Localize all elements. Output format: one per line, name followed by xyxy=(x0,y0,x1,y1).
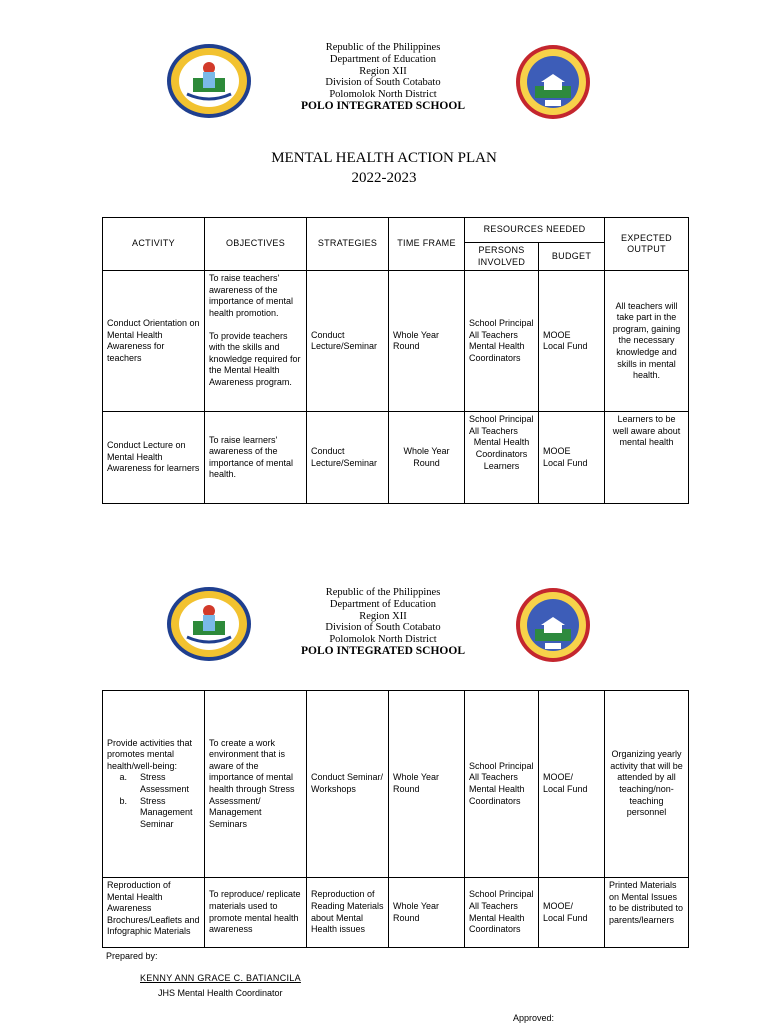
preparer-name: KENNY ANN GRACE C. BATIANCILA xyxy=(140,973,301,983)
activity-cell: Conduct Lecture on Mental Health Awareness for learners xyxy=(103,412,205,504)
preparer-position: JHS Mental Health Coordinator xyxy=(158,988,283,998)
time-frame-cell: Whole Year Round xyxy=(389,271,465,412)
school-seal-icon xyxy=(515,587,591,663)
table-row xyxy=(103,271,689,412)
header-line-5: Polomolok North District xyxy=(329,634,437,646)
header-expected-output: EXPECTED OUTPUT xyxy=(605,218,689,271)
objectives-cell: To reproduce/ replicate materials used to promote mental health awareness xyxy=(205,878,307,948)
header-objectives: OBJECTIVES xyxy=(205,218,307,271)
header-resources: RESOURCES NEEDED xyxy=(465,218,605,243)
header-line-3: Region XII xyxy=(359,610,407,622)
division-seal-icon xyxy=(165,42,253,120)
budget-item: MOOE/ xyxy=(543,772,574,783)
person-item: Mental Health Coordinators xyxy=(469,341,525,363)
table-row xyxy=(103,878,689,948)
budget-item: Local Fund xyxy=(543,784,588,794)
person-item: All Teachers xyxy=(469,900,518,911)
budget-item: Local Fund xyxy=(543,912,588,923)
header-line-2: Department of Education xyxy=(329,53,437,65)
person-item: School Principal xyxy=(469,760,534,771)
header-time-frame: TIME FRAME xyxy=(389,218,465,271)
table-row xyxy=(103,412,689,504)
budget-item: MOOE/ xyxy=(543,900,574,911)
person-item: School Principal xyxy=(469,414,534,425)
budget-item: MOOE xyxy=(543,446,571,457)
budget-cell xyxy=(539,271,605,412)
persons-cell xyxy=(465,691,539,878)
header-line-4: Division of South Cotabato xyxy=(325,622,441,634)
persons-cell xyxy=(465,412,539,504)
budget-item: Local Fund xyxy=(543,457,588,468)
time-frame-cell: Whole Year Round xyxy=(389,691,465,878)
person-item: Mental Health Coordinators xyxy=(473,437,530,459)
header-strategies: STRATEGIES xyxy=(307,218,389,271)
header-line-3: Region XII xyxy=(359,65,407,77)
objective-text: To raise teachers' awareness of the importance of mental health promotion. xyxy=(209,273,294,318)
action-plan-table-continued xyxy=(102,690,689,948)
list-item: b. Stress Management Seminar xyxy=(119,795,193,829)
objectives-cell xyxy=(205,271,307,412)
budget-cell xyxy=(539,412,605,504)
objective-text: To provide teachers with the skills and knowledge required for the Mental Health Awareness program. xyxy=(209,330,301,387)
persons-cell xyxy=(465,271,539,412)
school-name: POLO INTEGRATED SCHOOL xyxy=(300,99,465,112)
activity-sublist xyxy=(107,772,200,830)
header-line-5: Polomolok North District xyxy=(329,89,437,101)
header-line-1: Republic of the Philippines xyxy=(325,587,441,598)
expected-output-cell: All teachers will take part in the program, gaining the necessary knowledge and skills in mental health. xyxy=(605,271,689,412)
persons-cell xyxy=(465,878,539,948)
person-item: All Teachers xyxy=(469,329,518,340)
activity-cell xyxy=(103,691,205,878)
expected-output-cell: Organizing yearly activity that will be attended by all teaching/non-teaching personnel xyxy=(605,691,689,878)
person-item: School Principal xyxy=(469,318,534,328)
strategies-cell: Conduct Lecture/Seminar xyxy=(307,271,389,412)
strategies-cell: Reproduction of Reading Materials about Mental Health issues xyxy=(307,878,389,948)
activity-cell: Conduct Orientation on Mental Health Awareness for teachers xyxy=(103,271,205,412)
document-title xyxy=(0,148,768,188)
expected-output-cell: Printed Materials on Mental Issues to be distributed to parents/learners xyxy=(605,878,689,948)
header-activity: ACTIVITY xyxy=(103,218,205,271)
expected-output-cell: Learners to be well aware about mental health xyxy=(605,412,689,504)
budget-item: MOOE xyxy=(543,329,571,340)
header-line-4: Division of South Cotabato xyxy=(325,77,441,89)
budget-cell xyxy=(539,691,605,878)
approved-label: Approved: xyxy=(513,1013,555,1023)
person-item: Mental Health Coordinators xyxy=(469,784,525,806)
person-item: School Principal xyxy=(469,889,534,900)
person-item: All Teachers xyxy=(469,425,518,436)
header-line-2: Department of Education xyxy=(329,598,437,610)
objectives-cell: To create a work environment that is aware of the importance of mental health through Stress Assessment/ Management Seminars xyxy=(205,691,307,878)
table-row xyxy=(103,691,689,878)
budget-item: Local Fund xyxy=(543,341,588,352)
person-item: All Teachers xyxy=(469,772,518,783)
person-item: Mental Health Coordinators xyxy=(469,912,525,935)
division-seal-icon xyxy=(165,585,253,663)
time-frame-cell: Whole Year Round xyxy=(389,412,465,504)
school-seal-icon xyxy=(515,44,591,120)
action-plan-table xyxy=(102,217,689,504)
budget-cell xyxy=(539,878,605,948)
school-name: POLO INTEGRATED SCHOOL xyxy=(300,644,465,657)
list-item: a. Stress Assessment xyxy=(119,772,190,794)
header-budget: BUDGET xyxy=(539,243,605,271)
strategies-cell: Conduct Seminar/ Workshops xyxy=(307,691,389,878)
activity-cell: Reproduction of Mental Health Awareness Brochures/Leaflets and Infographic Materials xyxy=(103,878,205,948)
person-item: Learners xyxy=(483,460,520,471)
objectives-cell: To raise learners' awareness of the importance of mental health. xyxy=(205,412,307,504)
header-persons: PERSONS INVOLVED xyxy=(465,243,539,271)
time-frame-cell: Whole Year Round xyxy=(389,878,465,948)
prepared-by-label: Prepared by: xyxy=(106,951,158,961)
activity-text: Provide activities that promotes mental health/well-being: xyxy=(107,737,193,771)
header-line-1: Republic of the Philippines xyxy=(325,42,441,53)
title-line: MENTAL HEALTH ACTION PLAN xyxy=(271,150,497,166)
strategies-cell: Conduct Lecture/Seminar xyxy=(307,412,389,504)
title-year: 2022-2023 xyxy=(351,170,417,186)
